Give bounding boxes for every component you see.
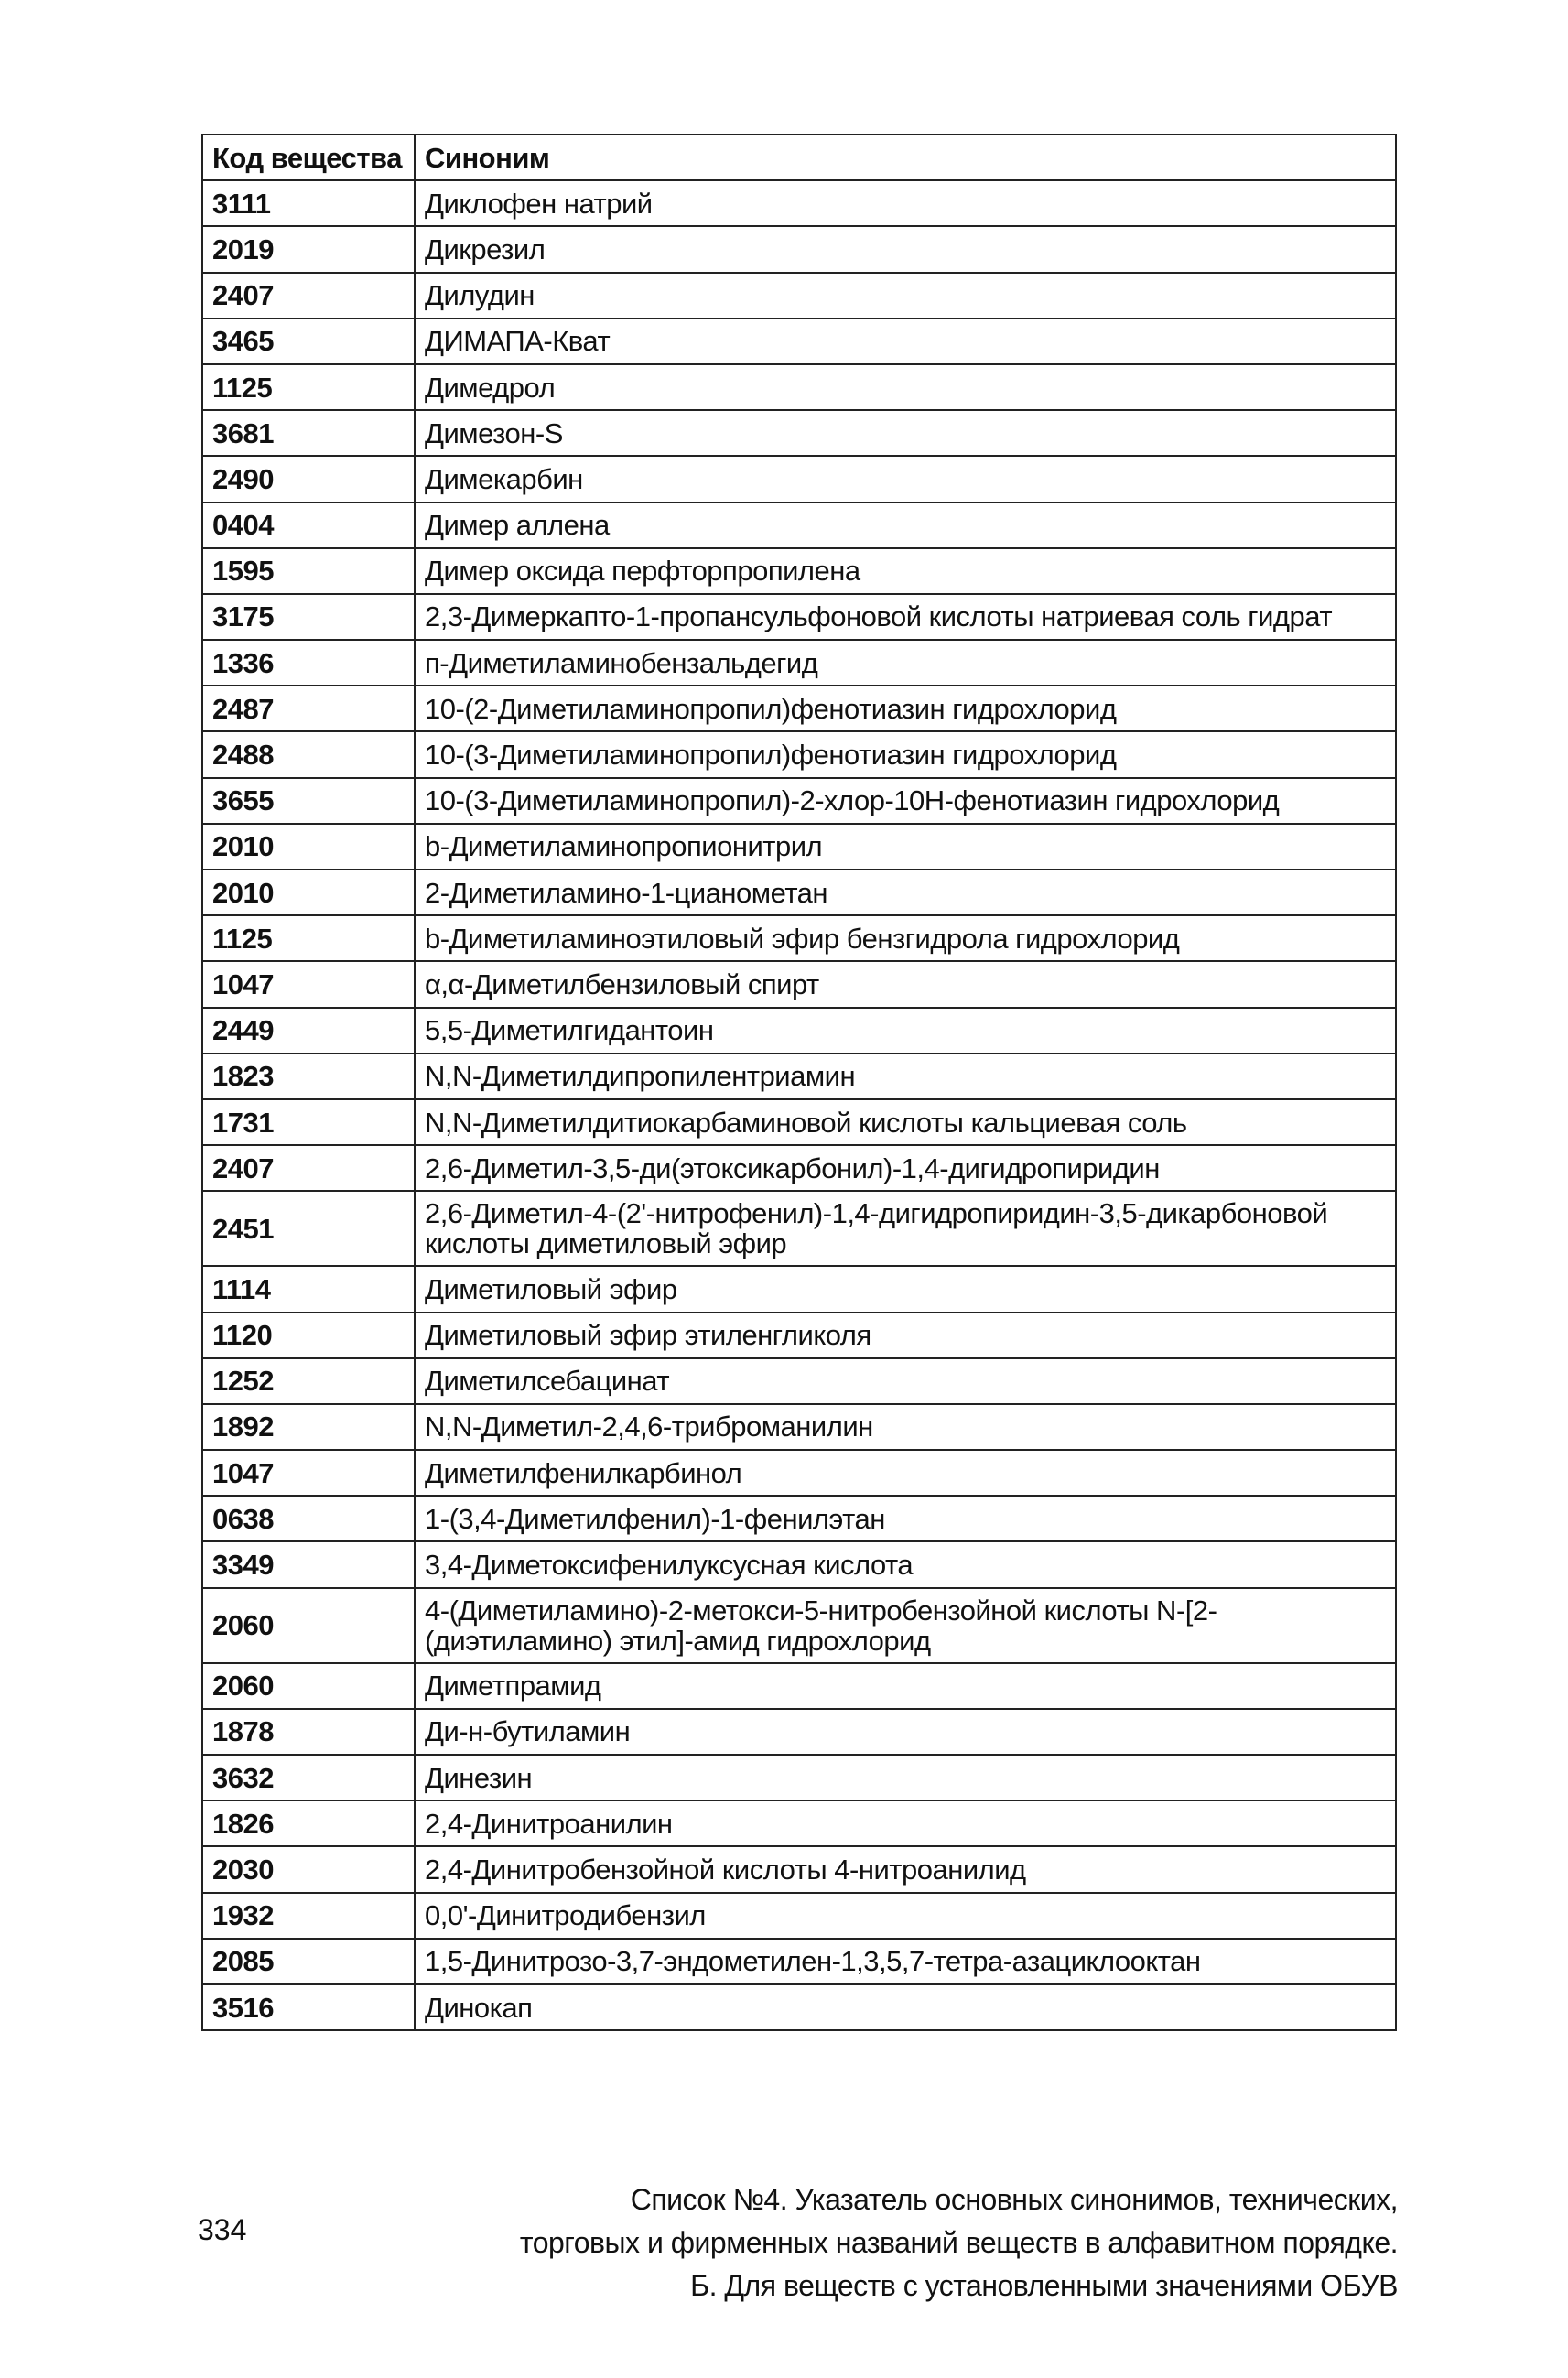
substance-code-cell: 2010 <box>202 870 415 915</box>
table-row <box>202 824 1396 870</box>
substance-code-cell: 1125 <box>202 364 415 410</box>
substance-code-cell: 2060 <box>202 1663 415 1709</box>
table-row <box>202 1846 1396 1892</box>
table-row <box>202 915 1396 961</box>
table-row <box>202 364 1396 410</box>
substance-code-cell: 1336 <box>202 640 415 686</box>
table-row <box>202 456 1396 502</box>
synonym-cell: Диклофен натрий <box>415 180 1396 226</box>
substance-code-cell: 1125 <box>202 915 415 961</box>
synonym-cell: Дилудин <box>415 273 1396 319</box>
synonym-cell: Диметпрамид <box>415 1663 1396 1709</box>
synonym-cell: N,N-Диметилдитиокарбаминовой кислоты кальциевая соль <box>415 1099 1396 1145</box>
synonym-column-header: Синоним <box>415 135 1396 180</box>
synonym-cell: Димедрол <box>415 364 1396 410</box>
table-row <box>202 1663 1396 1709</box>
synonym-cell: 10-(3-Диметиламинопропил)-2-хлор-10Н-фенотиазин гидрохлорид <box>415 778 1396 824</box>
synonym-cell: N,N-Диметилдипропилентриамин <box>415 1054 1396 1099</box>
table-row <box>202 1404 1396 1450</box>
substance-code-cell: 1252 <box>202 1358 415 1404</box>
substance-code-cell: 3516 <box>202 1984 415 2030</box>
table-row <box>202 961 1396 1007</box>
table-row <box>202 1099 1396 1145</box>
table-row <box>202 1191 1396 1266</box>
synonym-cell: Димер аллена <box>415 503 1396 548</box>
table-row <box>202 1266 1396 1312</box>
synonym-cell: 3,4-Диметоксифенилуксусная кислота <box>415 1541 1396 1587</box>
table-row <box>202 319 1396 364</box>
substance-code-cell: 3681 <box>202 410 415 456</box>
substance-code-cell: 2490 <box>202 456 415 502</box>
synonym-cell: 2,6-Диметил-4-(2'-нитрофенил)-1,4-дигидропиридин-3,5-дикарбоновой кислоты диметиловый эфир <box>415 1191 1396 1266</box>
table-row <box>202 1588 1396 1663</box>
table-row <box>202 1145 1396 1191</box>
table-row <box>202 1984 1396 2030</box>
synonym-cell: 0,0'-Динитродибензил <box>415 1893 1396 1939</box>
table-row <box>202 1709 1396 1755</box>
substance-code-cell: 2030 <box>202 1846 415 1892</box>
substance-code-cell: 2407 <box>202 1145 415 1191</box>
synonym-cell: Диметиловый эфир <box>415 1266 1396 1312</box>
synonym-cell: α,α-Диметилбензиловый спирт <box>415 961 1396 1007</box>
table-row <box>202 1313 1396 1358</box>
synonym-cell: Ди-н-бутиламин <box>415 1709 1396 1755</box>
synonym-cell: Димезон-S <box>415 410 1396 456</box>
substance-code-cell: 3632 <box>202 1755 415 1800</box>
table-row <box>202 731 1396 777</box>
table-row <box>202 1755 1396 1800</box>
substance-code-cell: 2019 <box>202 226 415 272</box>
table-row <box>202 1893 1396 1939</box>
substance-code-cell: 1114 <box>202 1266 415 1312</box>
footer-line: торговых и фирменных названий веществ в алфавитном порядке. <box>519 2226 1398 2259</box>
table-row <box>202 503 1396 548</box>
table-row <box>202 1008 1396 1054</box>
table-row <box>202 870 1396 915</box>
substance-code-cell: 3655 <box>202 778 415 824</box>
code-column-header: Код вещества <box>202 135 415 180</box>
synonym-cell: Диметилсебацинат <box>415 1358 1396 1404</box>
synonym-cell: 2,4-Динитробензойной кислоты 4-нитроанилид <box>415 1846 1396 1892</box>
substance-code-cell: 1047 <box>202 961 415 1007</box>
table-row <box>202 640 1396 686</box>
table-row <box>202 1939 1396 1984</box>
synonym-cell: 2-Диметиламино-1-цианометан <box>415 870 1396 915</box>
table-row <box>202 778 1396 824</box>
substance-code-cell: 1731 <box>202 1099 415 1145</box>
synonym-cell: Димекарбин <box>415 456 1396 502</box>
substance-code-cell: 1878 <box>202 1709 415 1755</box>
substance-code-cell: 2487 <box>202 686 415 731</box>
synonym-cell: 5,5-Диметилгидантоин <box>415 1008 1396 1054</box>
synonym-cell: 2,6-Диметил-3,5-ди(этоксикарбонил)-1,4-дигидропиридин <box>415 1145 1396 1191</box>
substance-code-cell: 2060 <box>202 1588 415 1663</box>
substance-code-cell: 1047 <box>202 1450 415 1496</box>
substance-code-cell: 0638 <box>202 1496 415 1541</box>
synonym-cell: b-Диметиламинопропионитрил <box>415 824 1396 870</box>
table-row <box>202 1450 1396 1496</box>
substance-code-cell: 2085 <box>202 1939 415 1984</box>
substance-code-cell: 1120 <box>202 1313 415 1358</box>
substance-code-cell: 1892 <box>202 1404 415 1450</box>
substance-code-cell: 2010 <box>202 824 415 870</box>
table-row <box>202 410 1396 456</box>
synonym-cell: N,N-Диметил-2,4,6-триброманилин <box>415 1404 1396 1450</box>
page-footer <box>520 2178 1398 2308</box>
substance-code-cell: 2451 <box>202 1191 415 1266</box>
table-row <box>202 226 1396 272</box>
table-row <box>202 594 1396 640</box>
synonym-cell: Дикрезил <box>415 226 1396 272</box>
synonym-cell: Динезин <box>415 1755 1396 1800</box>
substance-code-cell: 2407 <box>202 273 415 319</box>
synonym-cell: п-Диметиламинобензальдегид <box>415 640 1396 686</box>
substance-table <box>201 134 1397 2031</box>
table-row <box>202 548 1396 594</box>
substance-code-cell: 3111 <box>202 180 415 226</box>
synonym-cell: b-Диметиламиноэтиловый эфир бензгидрола гидрохлорид <box>415 915 1396 961</box>
table-row <box>202 273 1396 319</box>
footer-line: Б. Для веществ с установленными значениями ОБУВ <box>690 2269 1398 2302</box>
table-row <box>202 180 1396 226</box>
table-row <box>202 1054 1396 1099</box>
table-body <box>202 180 1396 2030</box>
substance-code-cell: 1826 <box>202 1800 415 1846</box>
synonym-cell: Диметиловый эфир этиленгликоля <box>415 1313 1396 1358</box>
table-row <box>202 686 1396 731</box>
table-row <box>202 1800 1396 1846</box>
synonym-cell: 1,5-Динитрозо-3,7-эндометилен-1,3,5,7-тетра-азациклооктан <box>415 1939 1396 1984</box>
table-row <box>202 1541 1396 1587</box>
substance-code-cell: 0404 <box>202 503 415 548</box>
substance-code-cell: 1595 <box>202 548 415 594</box>
footer-line: Список №4. Указатель основных синонимов, технических, <box>630 2183 1398 2216</box>
substance-code-cell: 1932 <box>202 1893 415 1939</box>
synonym-cell: Димер оксида перфторпропилена <box>415 548 1396 594</box>
synonym-cell: Динокап <box>415 1984 1396 2030</box>
substance-code-cell: 2449 <box>202 1008 415 1054</box>
substance-code-cell: 2488 <box>202 731 415 777</box>
synonym-cell: 2,3-Димеркапто-1-пропансульфоновой кислоты натриевая соль гидрат <box>415 594 1396 640</box>
synonym-cell: ДИМАПА-Кват <box>415 319 1396 364</box>
synonym-cell: 10-(3-Диметиламинопропил)фенотиазин гидрохлорид <box>415 731 1396 777</box>
substance-code-cell: 3175 <box>202 594 415 640</box>
synonym-cell: 2,4-Динитроанилин <box>415 1800 1396 1846</box>
synonym-cell: Диметилфенилкарбинол <box>415 1450 1396 1496</box>
substance-code-cell: 1823 <box>202 1054 415 1099</box>
substance-code-cell: 3349 <box>202 1541 415 1587</box>
synonym-cell: 1-(3,4-Диметилфенил)-1-фенилэтан <box>415 1496 1396 1541</box>
table-row <box>202 1496 1396 1541</box>
table-header-row <box>202 135 1396 180</box>
synonym-cell: 4-(Диметиламино)-2-метокси-5-нитробензойной кислоты N-[2-(диэтиламино) этил]-амид гидрохлорид <box>415 1588 1396 1663</box>
synonym-cell: 10-(2-Диметиламинопропил)фенотиазин гидрохлорид <box>415 686 1396 731</box>
page-number: 334 <box>198 2213 247 2246</box>
table-row <box>202 1358 1396 1404</box>
substance-code-cell: 3465 <box>202 319 415 364</box>
